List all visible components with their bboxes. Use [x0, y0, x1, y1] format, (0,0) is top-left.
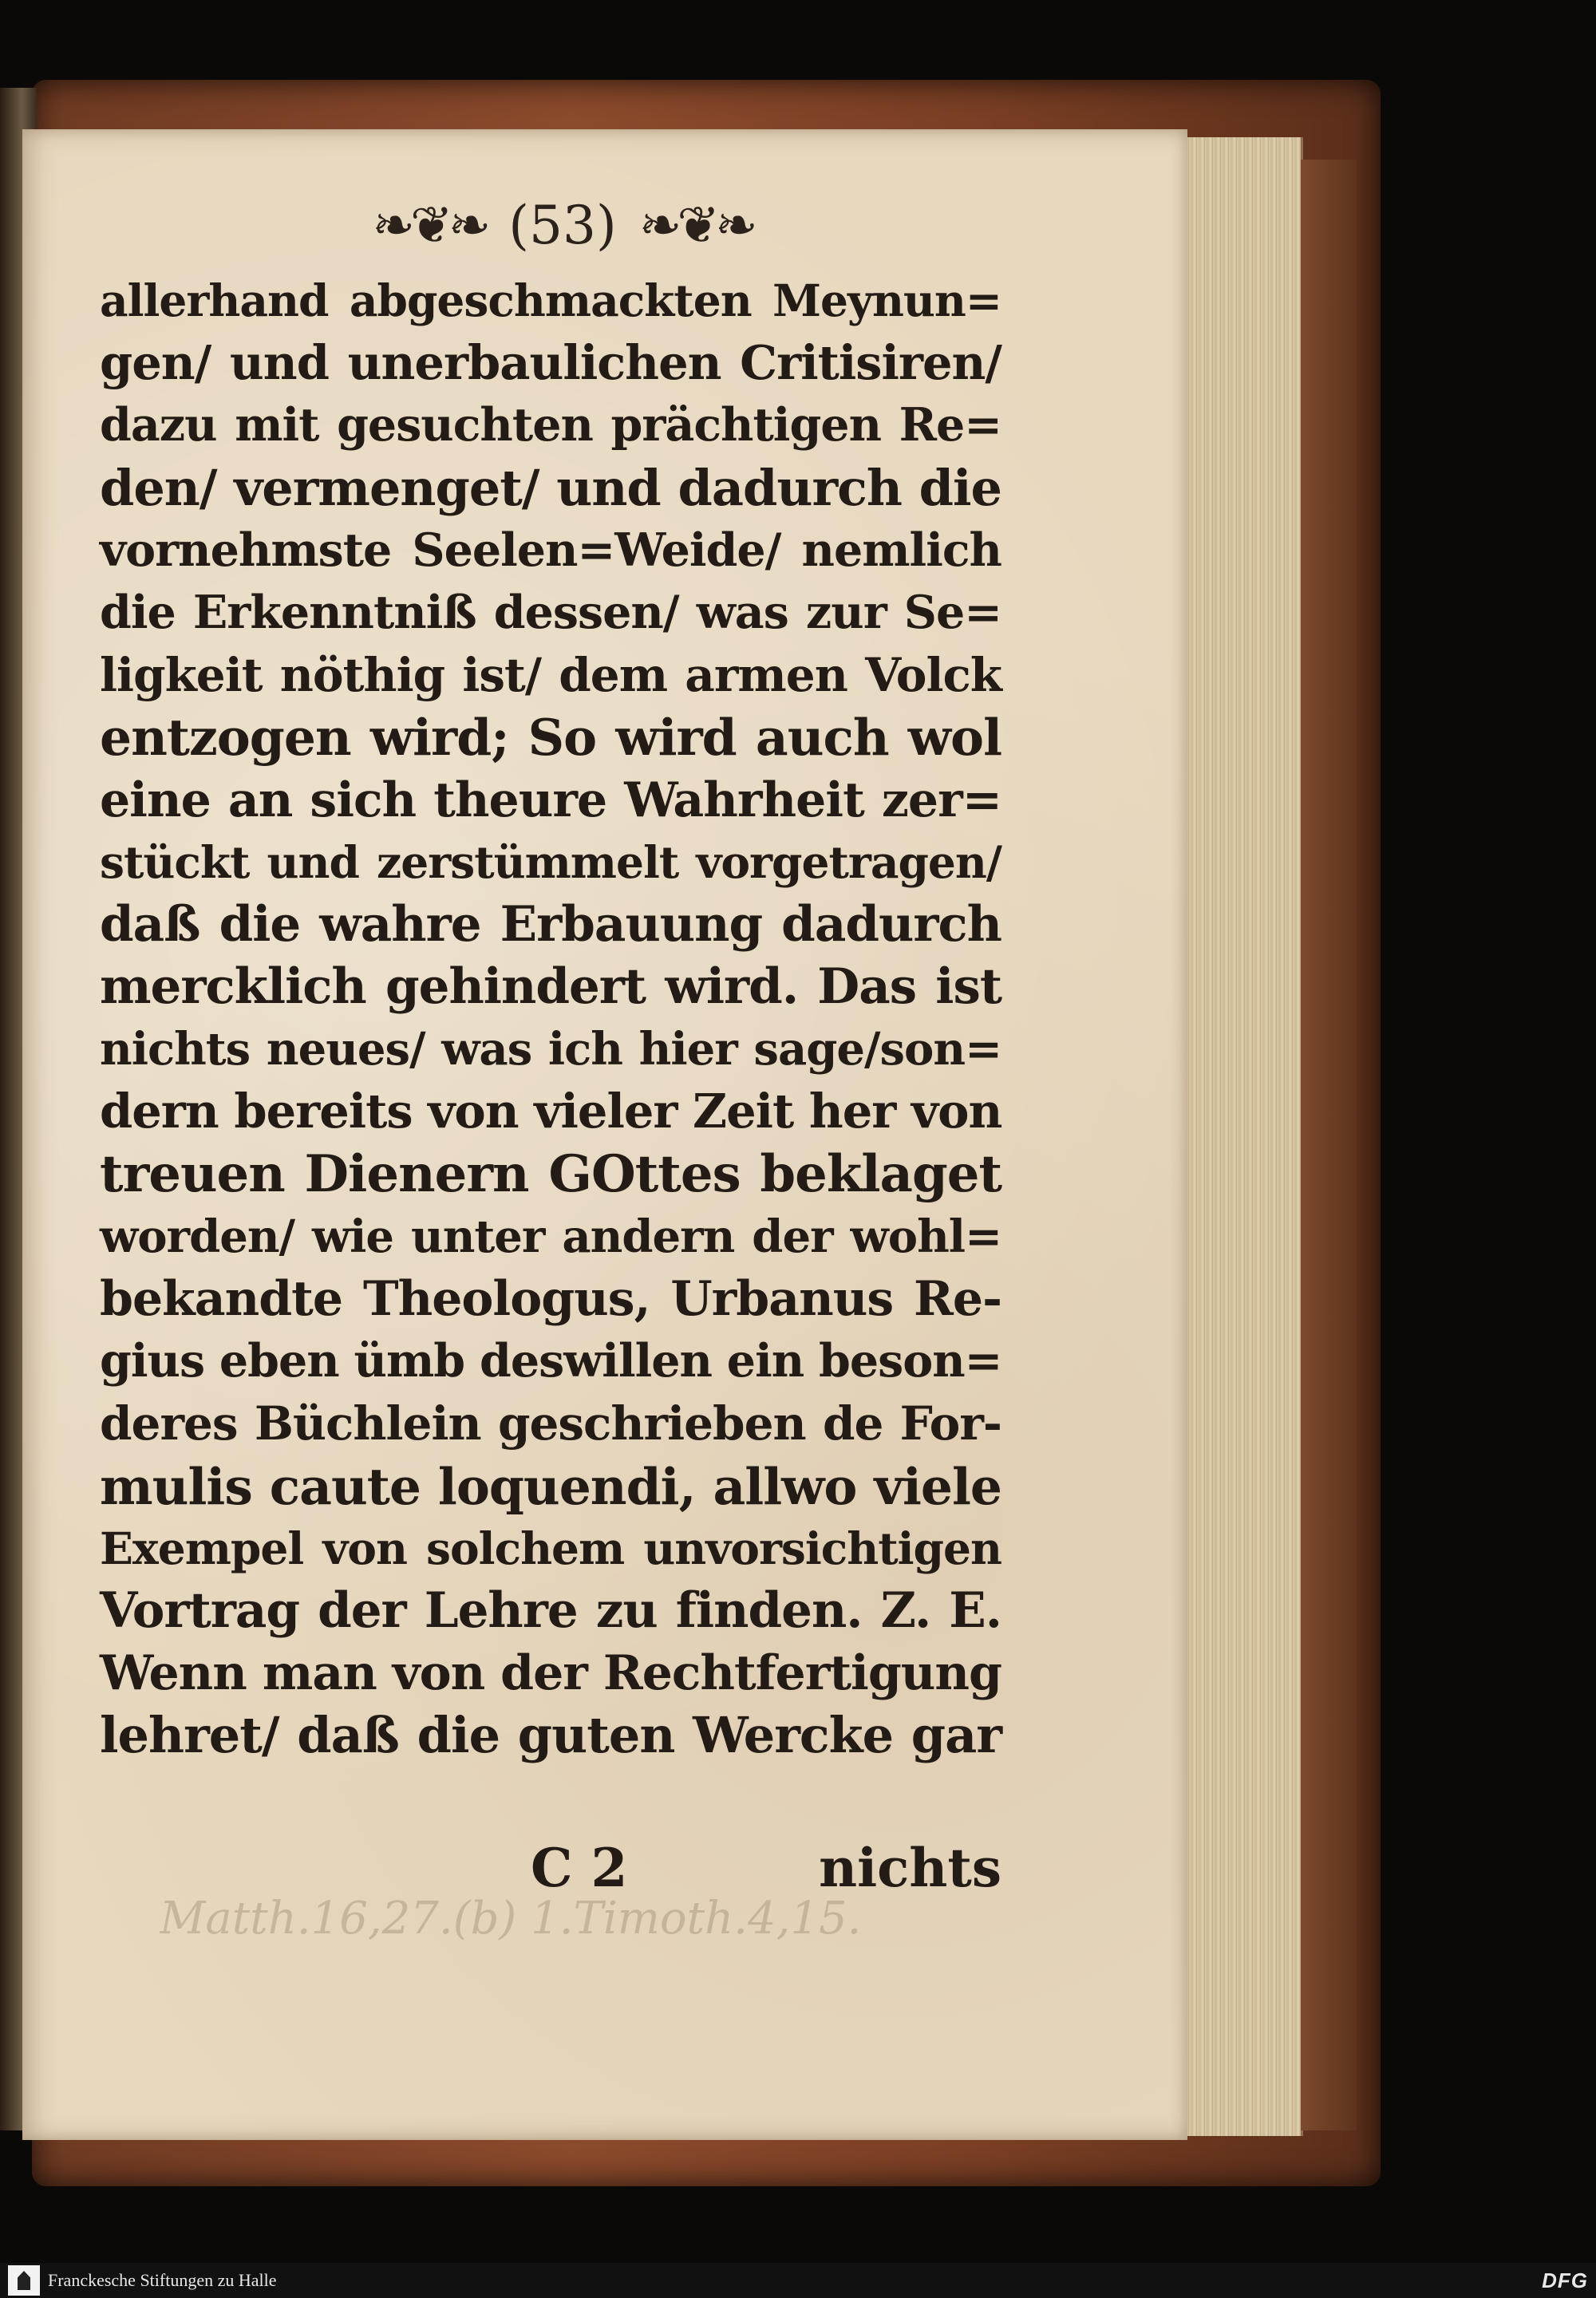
text-line: daß die wahre Erbauung dadurch [100, 895, 1001, 953]
text-line: Vortrag der Lehre zu finden. Z. E. [100, 1581, 1001, 1639]
text-line: stückt und zerstümmelt vorgetragen/ [100, 835, 1001, 888]
text-line: den/ vermenget/ und dadurch die [100, 458, 1001, 517]
page-header [372, 190, 753, 262]
footer-bar [0, 2263, 1596, 2298]
signature-mark: C 2 [531, 1837, 628, 1899]
text-line: dazu mit gesuchten prächtigen Re= [100, 398, 1001, 452]
catchword: nichts [819, 1837, 1001, 1899]
text-line: die Erkenntniß dessen/ was zur Se= [100, 585, 1001, 639]
dfg-logo: DFG [1542, 2268, 1588, 2292]
page-foot-line [100, 1837, 1001, 1901]
text-line: dern bereits von vieler Zeit her von [100, 1084, 1002, 1139]
text-line: vornehmste Seelen=Weide/ nemlich [100, 523, 1001, 577]
text-block [100, 270, 1001, 1767]
text-line: deres Büchlein geschrieben de For- [100, 1396, 1001, 1451]
page-fore-edge [1181, 137, 1303, 2136]
text-line: allerhand abgeschmackten Meynun= [100, 274, 1001, 326]
institution-logo-icon [8, 2265, 40, 2296]
text-line: Exempel von solchem unvorsichtigen [100, 1522, 1001, 1574]
text-line: gen/ und unerbaulichen Critisiren/ [100, 335, 1001, 391]
text-line: worden/ wie unter andern der wohl= [100, 1210, 1001, 1263]
footer-institution [8, 2265, 277, 2296]
institution-name: Franckesche Stiftungen zu Halle [48, 2270, 277, 2290]
text-line: mercklich gehindert wird. Das ist [100, 958, 1001, 1016]
text-line: bekandte Theologus, Urbanus Re- [100, 1271, 1001, 1327]
bleed-through-text: Matth.16,27.(b) 1.Timoth.4,15. [160, 1893, 862, 1945]
text-line: entzogen wird; So wird auch wol [100, 708, 1001, 768]
right-ornament-icon: ❧❦❧ [638, 196, 753, 255]
text-line: nichts neues/ was ich hier sage/son= [100, 1023, 1001, 1076]
text-line: ligkeit nöthig ist/ dem armen Volck [100, 648, 1001, 703]
text-line: treuen Dienern GOttes beklaget [100, 1143, 1001, 1204]
text-line: mulis caute loquendi, allwo viele [100, 1456, 1001, 1516]
page-number: (53) [508, 195, 617, 256]
cover-edge [1301, 160, 1357, 2130]
text-line: gius eben ümb deswillen ein beson= [100, 1334, 1002, 1388]
left-ornament-icon: ❧❦❧ [372, 196, 487, 255]
text-line: eine an sich theure Wahrheit zer= [100, 772, 1001, 828]
text-line: lehret/ daß die guten Wercke gar [100, 1706, 1001, 1765]
text-line: Wenn man von der Rechtfertigung [100, 1645, 1001, 1702]
